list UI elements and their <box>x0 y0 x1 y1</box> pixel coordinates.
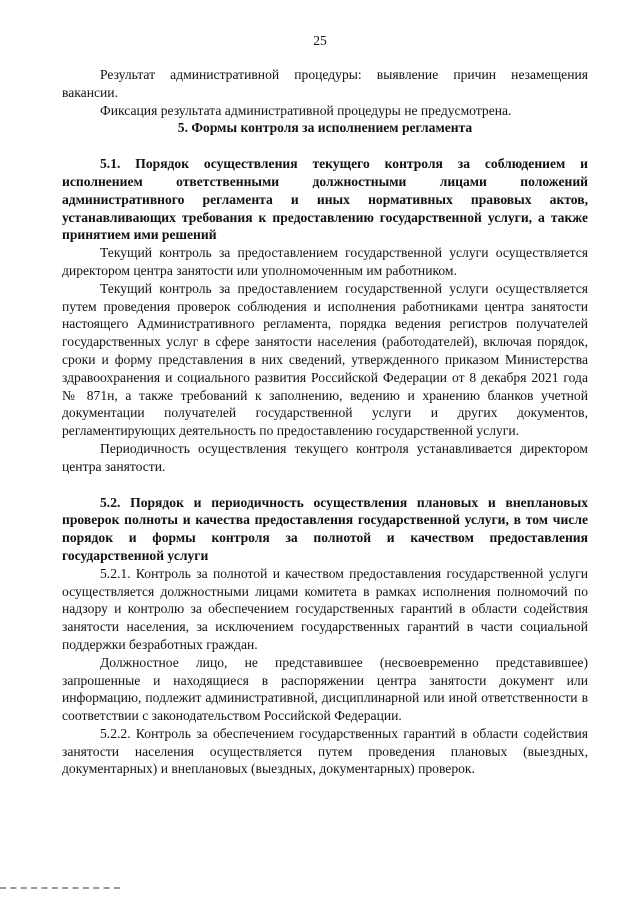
spacer <box>62 137 588 155</box>
paragraph-fixation: Фиксация результата административной процедуры не предусмотрена. <box>100 102 512 118</box>
subsection-heading-5-1: 5.1. Порядок осуществления текущего контроля за соблюдением и исполнением ответственными должностными лицами положений административного регламента и иных нормативных правовых актов, устанавливающих требования к предоставлению государственной услуги, а также принятием ими решений <box>62 156 588 243</box>
paragraph-5-1-c: Периодичность осуществления текущего контроля устанавливается директором центра занятости. <box>62 440 588 474</box>
paragraph-5-1-a: Текущий контроль за предоставлением государственной услуги осуществляется директором центра занятости или уполномоченным им работником. <box>62 245 588 278</box>
section-title-5: 5. Формы контроля за исполнением регламента <box>177 120 473 136</box>
page-number: 25 <box>313 33 327 48</box>
spacer <box>62 476 588 494</box>
scan-footer-mark <box>0 887 120 891</box>
paragraph-5-2-1-b: Должностное лицо, не представившее (несвоевременно представившее) запрошенные и находящиеся в распоряжении центра занятости документ или информацию, подлежит административной, дисциплинарной или иной ответственности в соответствии с законодательством Российской Федерации. <box>62 654 588 724</box>
paragraph-result: Результат административной процедуры: выявление причин незамещения вакансии. <box>62 67 588 100</box>
page-content <box>62 66 588 778</box>
paragraph-5-2-2: 5.2.2. Контроль за обеспечением государственных гарантий в области содействия занятости населения осуществляется путем проведения плановых (выездных, документарных) и внеплановых (выездных, документарных) проверок. <box>62 725 588 777</box>
subsection-heading-5-2: 5.2. Порядок и периодичность осуществления плановых и внеплановых проверок полноты и качества предоставления государственной услуги, в том числе порядок и формы контроля за полнотой и качеством предоставления государственной услуги <box>62 494 588 563</box>
paragraph-5-2-1: 5.2.1. Контроль за полнотой и качеством предоставления государственной услуги осуществляется должностными лицами комитета в рамках исполнения полномочий по надзору и контролю за обеспечением государственных гарантий в области содействия занятости населения, за исключением государственных гарантий в части социальной поддержки безработных граждан. <box>62 565 588 652</box>
paragraph-5-1-b: Текущий контроль за предоставлением государственной услуги осуществляется путем проведения проверок соблюдения и исполнения работниками центра занятости настоящего Административного регламента, порядка ведения регистров получателей государственных услуг в сфере занятости населения (работодателей), включая порядок, сроки и форму представления в них сведений, утвержденного приказом Министерства здравоохранения и социального развития Российской Федерации от 8 декабря 2021 года № 871н, а также требований к заполнению, ведению и хранению бланков учетной документации получателей государственной услуги и других документов, регламентирующих деятельность по предоставлению государственной услуги. <box>62 280 588 439</box>
